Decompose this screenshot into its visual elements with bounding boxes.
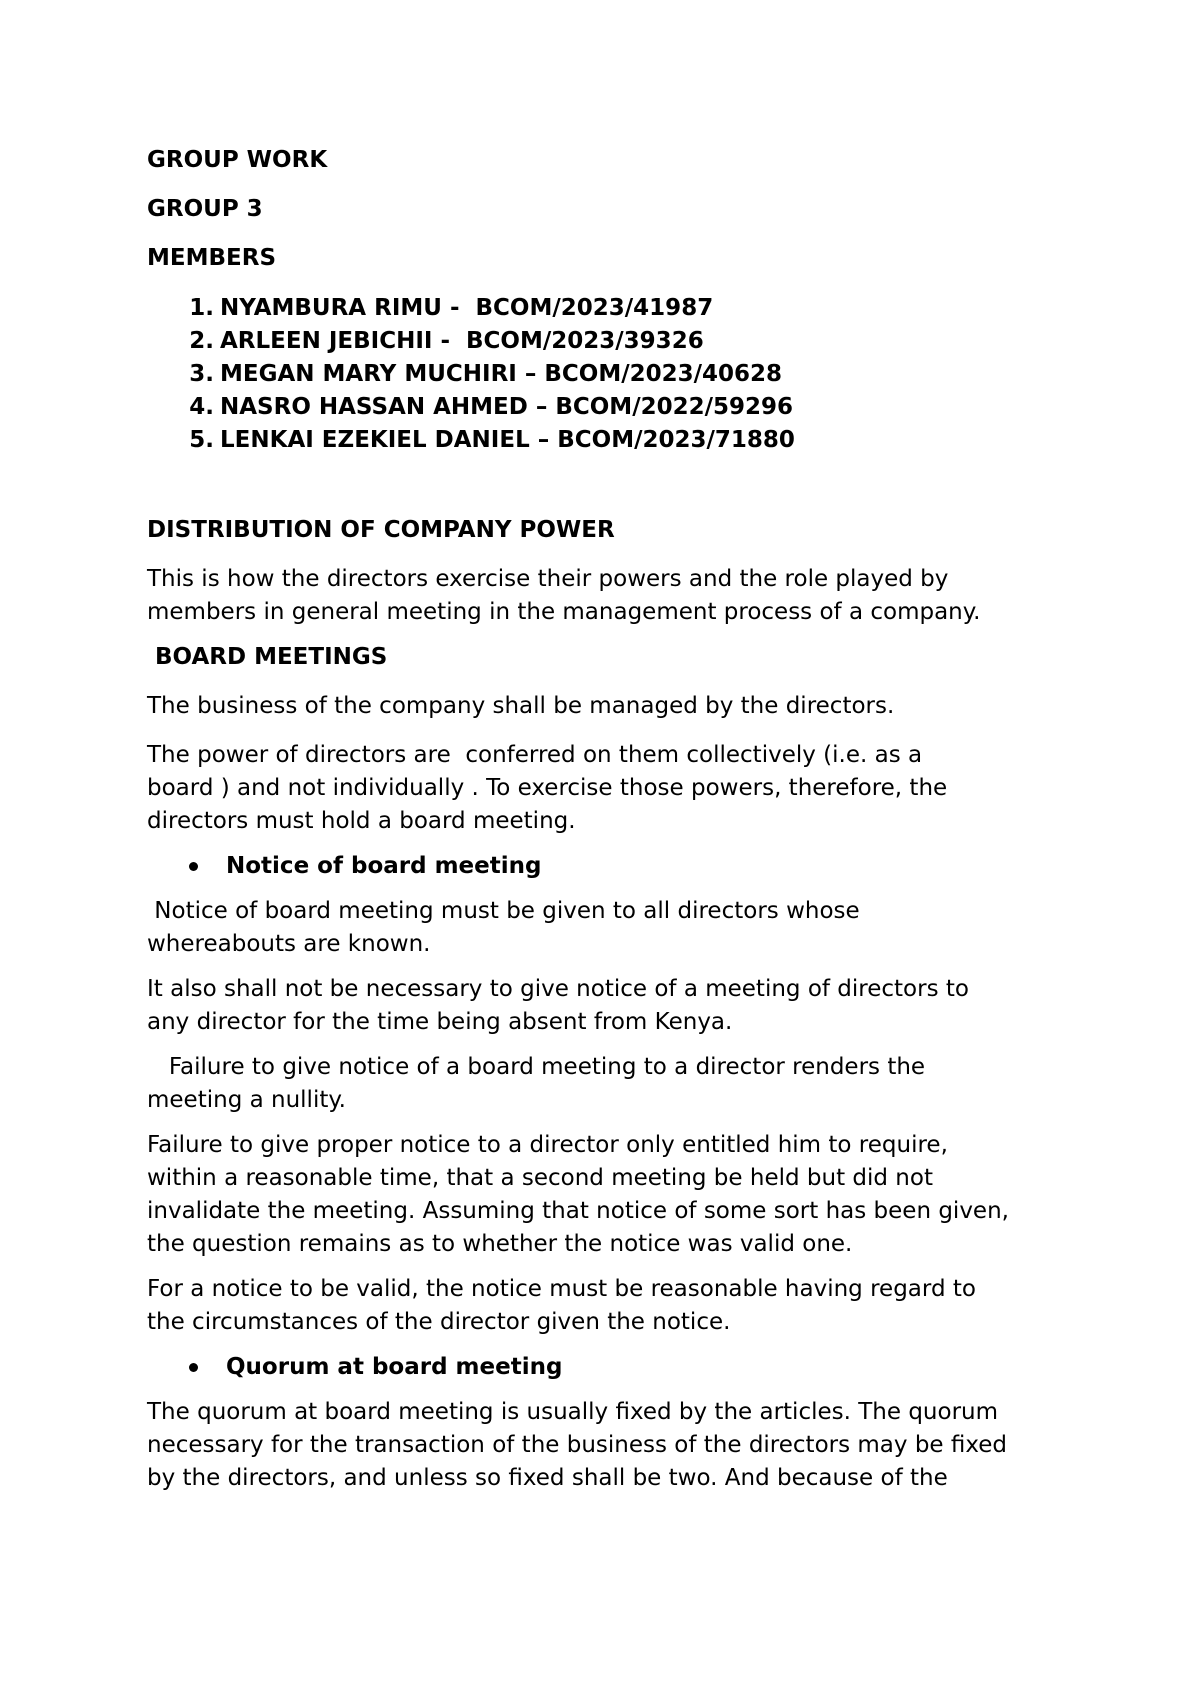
paragraph-line: Notice of board meeting must be given to all directors whose	[147, 898, 860, 924]
section-heading: DISTRIBUTION OF COMPANY POWER	[147, 517, 615, 543]
paragraph-line: Failure to give notice of a board meeting to a director renders the	[147, 1054, 926, 1080]
notice-heading: Notice of board meeting	[226, 853, 542, 879]
intro-paragraph	[147, 563, 1077, 629]
board-meetings-heading: BOARD MEETINGS	[147, 644, 388, 670]
paragraph-line: within a reasonable time, that a second meeting be held but did not	[147, 1165, 933, 1191]
paragraph-line: board ) and not individually . To exercise those powers, therefore, the	[147, 775, 948, 801]
paragraph-line: by the directors, and unless so fixed shall be two. And because of the	[147, 1465, 948, 1491]
member-entry: NYAMBURA RIMU - BCOM/2023/41987	[220, 295, 714, 321]
board-paragraph-2	[147, 739, 1077, 838]
paragraph-line: directors must hold a board meeting.	[147, 808, 576, 834]
members-label: MEMBERS	[147, 245, 277, 271]
member-entry: NASRO HASSAN AHMED – BCOM/2022/59296	[220, 394, 794, 420]
list-number: 3.	[189, 361, 214, 387]
notice-paragraph-2	[147, 973, 1077, 1039]
list-item	[147, 424, 1077, 457]
paragraph-line: the question remains as to whether the notice was valid one.	[147, 1231, 853, 1257]
quorum-heading: Quorum at board meeting	[226, 1354, 563, 1380]
quorum-heading-item	[147, 1351, 1077, 1384]
paragraph-line: whereabouts are known.	[147, 931, 431, 957]
paragraph-line: meeting a nullity.	[147, 1087, 346, 1113]
notice-heading-item	[147, 850, 1077, 883]
group-label: GROUP 3	[147, 196, 263, 222]
paragraph-line: The power of directors are conferred on them collectively (i.e. as a	[147, 742, 923, 768]
document-page	[147, 144, 1077, 1495]
list-item	[147, 391, 1077, 424]
notice-paragraph-1	[147, 895, 1077, 961]
board-paragraph-1: The business of the company shall be managed by the directors.	[147, 693, 895, 719]
paragraph-line: any director for the time being absent from Kenya.	[147, 1009, 733, 1035]
list-item	[147, 358, 1077, 391]
document-title: GROUP WORK	[147, 147, 328, 173]
list-item	[147, 292, 1077, 325]
paragraph-line: Failure to give proper notice to a director only entitled him to require,	[147, 1132, 948, 1158]
paragraph-line: This is how the directors exercise their powers and the role played by	[147, 566, 949, 592]
list-number: 5.	[189, 427, 214, 453]
paragraph-line: It also shall not be necessary to give notice of a meeting of directors to	[147, 976, 969, 1002]
paragraph-line: For a notice to be valid, the notice must be reasonable having regard to	[147, 1276, 976, 1302]
quorum-paragraph-1	[147, 1396, 1077, 1495]
member-entry: MEGAN MARY MUCHIRI – BCOM/2023/40628	[220, 361, 783, 387]
paragraph-line: members in general meeting in the management process of a company.	[147, 599, 981, 625]
notice-paragraph-4	[147, 1129, 1077, 1261]
list-number: 1.	[189, 295, 214, 321]
members-list	[147, 292, 1077, 457]
bullet-icon	[189, 862, 198, 871]
paragraph-line: necessary for the transaction of the business of the directors may be fixed	[147, 1432, 1008, 1458]
paragraph-line: The quorum at board meeting is usually fixed by the articles. The quorum	[147, 1399, 999, 1425]
list-number: 4.	[189, 394, 214, 420]
member-entry: ARLEEN JEBICHII - BCOM/2023/39326	[220, 328, 704, 354]
notice-paragraph-5	[147, 1273, 1077, 1339]
paragraph-line: invalidate the meeting. Assuming that notice of some sort has been given,	[147, 1198, 1009, 1224]
list-item	[147, 325, 1077, 358]
paragraph-line: the circumstances of the director given the notice.	[147, 1309, 731, 1335]
list-number: 2.	[189, 328, 214, 354]
bullet-icon	[189, 1363, 198, 1372]
notice-paragraph-3	[147, 1051, 1077, 1117]
member-entry: LENKAI EZEKIEL DANIEL – BCOM/2023/71880	[220, 427, 795, 453]
